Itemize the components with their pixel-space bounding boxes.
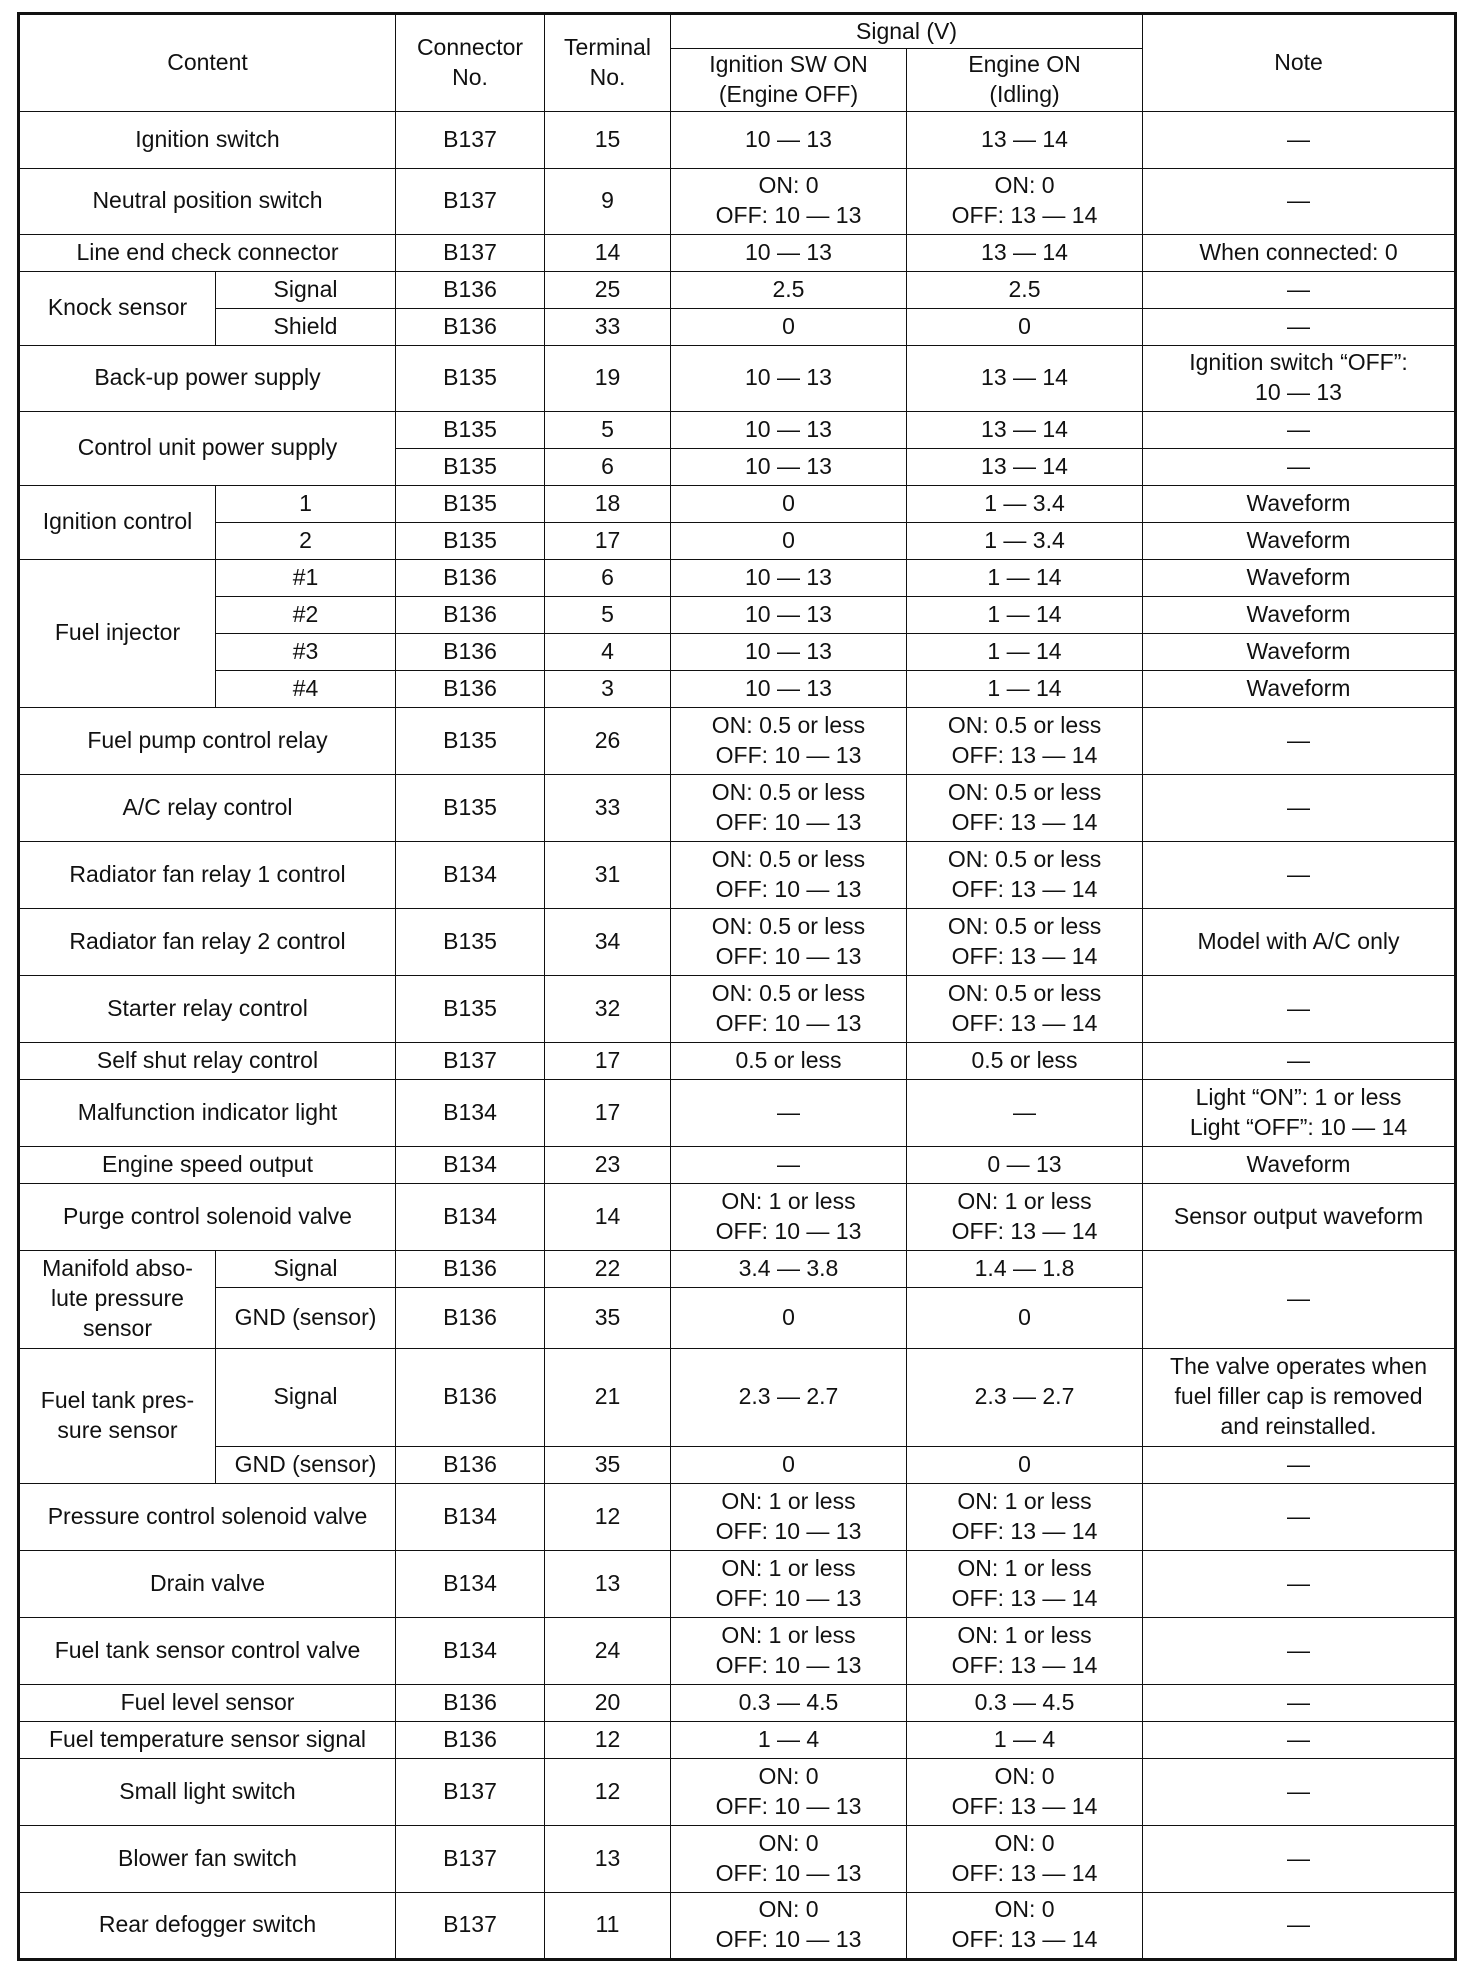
row-note: — bbox=[1143, 1721, 1456, 1758]
table-row bbox=[19, 485, 1456, 522]
row-signal-engine-on: ON: 1 or less OFF: 13 — 14 bbox=[907, 1483, 1143, 1550]
row-subitem: Signal bbox=[216, 1348, 396, 1446]
row-signal-engine-on: 2.5 bbox=[907, 271, 1143, 308]
table-row bbox=[19, 111, 1456, 168]
table-body bbox=[19, 111, 1456, 1959]
row-connector-no: B136 bbox=[396, 1287, 545, 1348]
row-note: — bbox=[1143, 975, 1456, 1042]
row-terminal-no: 21 bbox=[545, 1348, 671, 1446]
row-note: Ignition switch “OFF”: 10 — 13 bbox=[1143, 345, 1456, 411]
table-row bbox=[19, 633, 1456, 670]
table-row bbox=[19, 1079, 1456, 1146]
header-terminal-no: Terminal No. bbox=[545, 14, 671, 112]
row-signal-engine-on: 1.4 — 1.8 bbox=[907, 1250, 1143, 1287]
row-signal-ignition-on: ON: 0.5 or less OFF: 10 — 13 bbox=[671, 707, 907, 774]
row-signal-engine-on: 0.3 — 4.5 bbox=[907, 1684, 1143, 1721]
row-connector-no: B134 bbox=[396, 841, 545, 908]
header-content: Content bbox=[19, 14, 396, 112]
row-note: — bbox=[1143, 774, 1456, 841]
row-note: — bbox=[1143, 707, 1456, 774]
header-signal: Signal (V) bbox=[671, 14, 1143, 49]
row-signal-ignition-on: 10 — 13 bbox=[671, 234, 907, 271]
row-note: Waveform bbox=[1143, 522, 1456, 559]
table-row bbox=[19, 1348, 1456, 1446]
row-signal-ignition-on: ON: 0 OFF: 10 — 13 bbox=[671, 1758, 907, 1825]
row-terminal-no: 17 bbox=[545, 522, 671, 559]
row-signal-engine-on: 2.3 — 2.7 bbox=[907, 1348, 1143, 1446]
row-note: — bbox=[1143, 1684, 1456, 1721]
row-content: Engine speed output bbox=[19, 1146, 396, 1183]
row-connector-no: B134 bbox=[396, 1079, 545, 1146]
row-connector-no: B136 bbox=[396, 670, 545, 707]
row-terminal-no: 18 bbox=[545, 485, 671, 522]
row-terminal-no: 5 bbox=[545, 596, 671, 633]
row-terminal-no: 9 bbox=[545, 168, 671, 234]
row-note: — bbox=[1143, 411, 1456, 448]
row-signal-engine-on: ON: 0.5 or less OFF: 13 — 14 bbox=[907, 908, 1143, 975]
row-signal-ignition-on: ON: 0 OFF: 10 — 13 bbox=[671, 1892, 907, 1959]
row-signal-ignition-on: 0 bbox=[671, 522, 907, 559]
table-row bbox=[19, 596, 1456, 633]
row-connector-no: B136 bbox=[396, 308, 545, 345]
row-signal-ignition-on: 0 bbox=[671, 485, 907, 522]
row-signal-engine-on: 0 — 13 bbox=[907, 1146, 1143, 1183]
row-note: — bbox=[1143, 308, 1456, 345]
row-terminal-no: 12 bbox=[545, 1483, 671, 1550]
row-note: — bbox=[1143, 271, 1456, 308]
row-subitem: 2 bbox=[216, 522, 396, 559]
row-signal-ignition-on: — bbox=[671, 1079, 907, 1146]
row-signal-engine-on: ON: 0.5 or less OFF: 13 — 14 bbox=[907, 774, 1143, 841]
table-row bbox=[19, 1825, 1456, 1892]
row-connector-no: B135 bbox=[396, 448, 545, 485]
row-connector-no: B136 bbox=[396, 271, 545, 308]
table-row bbox=[19, 345, 1456, 411]
row-signal-engine-on: ON: 0 OFF: 13 — 14 bbox=[907, 1825, 1143, 1892]
row-signal-engine-on: 13 — 14 bbox=[907, 234, 1143, 271]
row-content-group: Fuel injector bbox=[19, 559, 216, 707]
row-terminal-no: 3 bbox=[545, 670, 671, 707]
row-connector-no: B136 bbox=[396, 1684, 545, 1721]
table-row bbox=[19, 168, 1456, 234]
row-subitem: #4 bbox=[216, 670, 396, 707]
row-content: Fuel temperature sensor signal bbox=[19, 1721, 396, 1758]
header-engine-on: Engine ON (Idling) bbox=[907, 49, 1143, 112]
row-signal-engine-on: 0 bbox=[907, 308, 1143, 345]
row-terminal-no: 23 bbox=[545, 1146, 671, 1183]
row-note: — bbox=[1143, 1483, 1456, 1550]
row-connector-no: B136 bbox=[396, 1250, 545, 1287]
row-signal-engine-on: ON: 1 or less OFF: 13 — 14 bbox=[907, 1183, 1143, 1250]
row-terminal-no: 14 bbox=[545, 1183, 671, 1250]
table-row bbox=[19, 1146, 1456, 1183]
row-note: Waveform bbox=[1143, 1146, 1456, 1183]
row-connector-no: B137 bbox=[396, 234, 545, 271]
row-subitem: Signal bbox=[216, 1250, 396, 1287]
row-terminal-no: 33 bbox=[545, 774, 671, 841]
row-content: Rear defogger switch bbox=[19, 1892, 396, 1959]
row-signal-ignition-on: ON: 1 or less OFF: 10 — 13 bbox=[671, 1483, 907, 1550]
row-content-group: Knock sensor bbox=[19, 271, 216, 345]
row-signal-ignition-on: ON: 0.5 or less OFF: 10 — 13 bbox=[671, 841, 907, 908]
row-signal-engine-on: 1 — 3.4 bbox=[907, 485, 1143, 522]
row-note: — bbox=[1143, 1042, 1456, 1079]
row-signal-ignition-on: ON: 0 OFF: 10 — 13 bbox=[671, 1825, 907, 1892]
row-connector-no: B137 bbox=[396, 1758, 545, 1825]
row-signal-engine-on: 0.5 or less bbox=[907, 1042, 1143, 1079]
row-signal-engine-on: 1 — 14 bbox=[907, 559, 1143, 596]
table-row bbox=[19, 1446, 1456, 1483]
row-signal-engine-on: 13 — 14 bbox=[907, 448, 1143, 485]
row-connector-no: B137 bbox=[396, 111, 545, 168]
row-signal-ignition-on: ON: 0 OFF: 10 — 13 bbox=[671, 168, 907, 234]
row-content: A/C relay control bbox=[19, 774, 396, 841]
table-row bbox=[19, 559, 1456, 596]
row-signal-engine-on: 13 — 14 bbox=[907, 411, 1143, 448]
row-terminal-no: 35 bbox=[545, 1287, 671, 1348]
row-subitem: Shield bbox=[216, 308, 396, 345]
row-subitem: #2 bbox=[216, 596, 396, 633]
row-terminal-no: 24 bbox=[545, 1617, 671, 1684]
row-terminal-no: 5 bbox=[545, 411, 671, 448]
row-connector-no: B137 bbox=[396, 1892, 545, 1959]
row-signal-engine-on: 1 — 14 bbox=[907, 596, 1143, 633]
row-content: Blower fan switch bbox=[19, 1825, 396, 1892]
header-note: Note bbox=[1143, 14, 1456, 112]
row-connector-no: B135 bbox=[396, 522, 545, 559]
table-row bbox=[19, 1617, 1456, 1684]
row-signal-ignition-on: 0 bbox=[671, 1446, 907, 1483]
row-content-group: Fuel tank pres- sure sensor bbox=[19, 1348, 216, 1483]
table-row bbox=[19, 1721, 1456, 1758]
row-content: Pressure control solenoid valve bbox=[19, 1483, 396, 1550]
row-connector-no: B134 bbox=[396, 1183, 545, 1250]
row-terminal-no: 17 bbox=[545, 1042, 671, 1079]
table-row bbox=[19, 1042, 1456, 1079]
row-terminal-no: 13 bbox=[545, 1825, 671, 1892]
row-terminal-no: 34 bbox=[545, 908, 671, 975]
row-signal-engine-on: 13 — 14 bbox=[907, 345, 1143, 411]
row-connector-no: B136 bbox=[396, 559, 545, 596]
header-ignition-sw-on: Ignition SW ON (Engine OFF) bbox=[671, 49, 907, 112]
row-signal-engine-on: ON: 0.5 or less OFF: 13 — 14 bbox=[907, 975, 1143, 1042]
row-signal-engine-on: ON: 1 or less OFF: 13 — 14 bbox=[907, 1550, 1143, 1617]
row-signal-ignition-on: 0 bbox=[671, 308, 907, 345]
row-connector-no: B134 bbox=[396, 1483, 545, 1550]
signal-table-container bbox=[17, 12, 1457, 1961]
table-row bbox=[19, 308, 1456, 345]
row-terminal-no: 15 bbox=[545, 111, 671, 168]
row-signal-engine-on: ON: 0.5 or less OFF: 13 — 14 bbox=[907, 841, 1143, 908]
row-signal-engine-on: 13 — 14 bbox=[907, 111, 1143, 168]
row-terminal-no: 19 bbox=[545, 345, 671, 411]
row-signal-ignition-on: — bbox=[671, 1146, 907, 1183]
row-subitem: #1 bbox=[216, 559, 396, 596]
row-content: Fuel tank sensor control valve bbox=[19, 1617, 396, 1684]
row-content: Radiator fan relay 1 control bbox=[19, 841, 396, 908]
row-content: Drain valve bbox=[19, 1550, 396, 1617]
row-signal-ignition-on: ON: 1 or less OFF: 10 — 13 bbox=[671, 1617, 907, 1684]
row-terminal-no: 13 bbox=[545, 1550, 671, 1617]
row-note: Sensor output waveform bbox=[1143, 1183, 1456, 1250]
row-content: Back-up power supply bbox=[19, 345, 396, 411]
row-terminal-no: 17 bbox=[545, 1079, 671, 1146]
row-note: — bbox=[1143, 1825, 1456, 1892]
ecm-terminal-signal-table bbox=[17, 12, 1457, 1961]
row-note: — bbox=[1143, 1250, 1456, 1348]
row-subitem: #3 bbox=[216, 633, 396, 670]
table-row bbox=[19, 975, 1456, 1042]
row-terminal-no: 6 bbox=[545, 559, 671, 596]
row-connector-no: B137 bbox=[396, 1825, 545, 1892]
row-signal-engine-on: — bbox=[907, 1079, 1143, 1146]
table-row bbox=[19, 1483, 1456, 1550]
row-content: Fuel level sensor bbox=[19, 1684, 396, 1721]
row-note: — bbox=[1143, 841, 1456, 908]
row-connector-no: B136 bbox=[396, 1348, 545, 1446]
row-content: Ignition switch bbox=[19, 111, 396, 168]
row-signal-ignition-on: 10 — 13 bbox=[671, 633, 907, 670]
row-signal-ignition-on: 10 — 13 bbox=[671, 411, 907, 448]
row-connector-no: B134 bbox=[396, 1550, 545, 1617]
row-signal-engine-on: 1 — 14 bbox=[907, 633, 1143, 670]
row-connector-no: B135 bbox=[396, 411, 545, 448]
row-signal-ignition-on: ON: 0.5 or less OFF: 10 — 13 bbox=[671, 975, 907, 1042]
table-row bbox=[19, 522, 1456, 559]
row-connector-no: B135 bbox=[396, 707, 545, 774]
row-note: — bbox=[1143, 1892, 1456, 1959]
row-signal-ignition-on: 10 — 13 bbox=[671, 559, 907, 596]
row-connector-no: B135 bbox=[396, 345, 545, 411]
row-note: — bbox=[1143, 168, 1456, 234]
row-signal-engine-on: 0 bbox=[907, 1446, 1143, 1483]
row-note: When connected: 0 bbox=[1143, 234, 1456, 271]
row-signal-engine-on: 1 — 14 bbox=[907, 670, 1143, 707]
table-row bbox=[19, 1250, 1456, 1287]
row-content: Neutral position switch bbox=[19, 168, 396, 234]
row-signal-engine-on: 1 — 3.4 bbox=[907, 522, 1143, 559]
row-signal-engine-on: ON: 0 OFF: 13 — 14 bbox=[907, 1758, 1143, 1825]
row-connector-no: B135 bbox=[396, 774, 545, 841]
row-terminal-no: 6 bbox=[545, 448, 671, 485]
row-content: Fuel pump control relay bbox=[19, 707, 396, 774]
row-signal-ignition-on: 2.3 — 2.7 bbox=[671, 1348, 907, 1446]
row-note: Waveform bbox=[1143, 633, 1456, 670]
table-row bbox=[19, 1758, 1456, 1825]
row-connector-no: B136 bbox=[396, 1446, 545, 1483]
row-signal-engine-on: 1 — 4 bbox=[907, 1721, 1143, 1758]
table-row bbox=[19, 841, 1456, 908]
row-signal-ignition-on: 2.5 bbox=[671, 271, 907, 308]
row-terminal-no: 35 bbox=[545, 1446, 671, 1483]
table-row bbox=[19, 774, 1456, 841]
row-signal-ignition-on: ON: 0.5 or less OFF: 10 — 13 bbox=[671, 908, 907, 975]
row-note: Waveform bbox=[1143, 596, 1456, 633]
row-content: Radiator fan relay 2 control bbox=[19, 908, 396, 975]
row-signal-ignition-on: 10 — 13 bbox=[671, 345, 907, 411]
row-connector-no: B135 bbox=[396, 908, 545, 975]
header-connector-no: Connector No. bbox=[396, 14, 545, 112]
row-subitem: 1 bbox=[216, 485, 396, 522]
row-content: Control unit power supply bbox=[19, 411, 396, 485]
table-row bbox=[19, 1684, 1456, 1721]
row-terminal-no: 20 bbox=[545, 1684, 671, 1721]
table-row bbox=[19, 1550, 1456, 1617]
row-content: Line end check connector bbox=[19, 234, 396, 271]
row-note: Waveform bbox=[1143, 559, 1456, 596]
row-subitem: GND (sensor) bbox=[216, 1446, 396, 1483]
row-content: Small light switch bbox=[19, 1758, 396, 1825]
row-signal-ignition-on: 10 — 13 bbox=[671, 448, 907, 485]
row-connector-no: B136 bbox=[396, 596, 545, 633]
row-terminal-no: 33 bbox=[545, 308, 671, 345]
row-signal-engine-on: ON: 1 or less OFF: 13 — 14 bbox=[907, 1617, 1143, 1684]
row-connector-no: B134 bbox=[396, 1146, 545, 1183]
row-signal-ignition-on: 1 — 4 bbox=[671, 1721, 907, 1758]
row-signal-engine-on: ON: 0 OFF: 13 — 14 bbox=[907, 168, 1143, 234]
row-signal-ignition-on: 10 — 13 bbox=[671, 596, 907, 633]
row-terminal-no: 14 bbox=[545, 234, 671, 271]
table-row bbox=[19, 234, 1456, 271]
row-note: — bbox=[1143, 1446, 1456, 1483]
row-note: — bbox=[1143, 1550, 1456, 1617]
row-note: The valve operates when fuel filler cap is removed and reinstalled. bbox=[1143, 1348, 1456, 1446]
row-terminal-no: 31 bbox=[545, 841, 671, 908]
row-note: Light “ON”: 1 or less Light “OFF”: 10 — 14 bbox=[1143, 1079, 1456, 1146]
row-signal-ignition-on: ON: 0.5 or less OFF: 10 — 13 bbox=[671, 774, 907, 841]
row-connector-no: B135 bbox=[396, 975, 545, 1042]
row-signal-ignition-on: ON: 1 or less OFF: 10 — 13 bbox=[671, 1183, 907, 1250]
row-signal-engine-on: ON: 0.5 or less OFF: 13 — 14 bbox=[907, 707, 1143, 774]
row-content: Starter relay control bbox=[19, 975, 396, 1042]
row-signal-ignition-on: 10 — 13 bbox=[671, 670, 907, 707]
table-row bbox=[19, 670, 1456, 707]
row-signal-ignition-on: 10 — 13 bbox=[671, 111, 907, 168]
row-signal-ignition-on: ON: 1 or less OFF: 10 — 13 bbox=[671, 1550, 907, 1617]
row-connector-no: B136 bbox=[396, 1721, 545, 1758]
row-subitem: GND (sensor) bbox=[216, 1287, 396, 1348]
row-content: Malfunction indicator light bbox=[19, 1079, 396, 1146]
row-signal-ignition-on: 0 bbox=[671, 1287, 907, 1348]
row-note: — bbox=[1143, 448, 1456, 485]
row-signal-engine-on: 0 bbox=[907, 1287, 1143, 1348]
row-terminal-no: 26 bbox=[545, 707, 671, 774]
row-connector-no: B137 bbox=[396, 168, 545, 234]
table-row bbox=[19, 707, 1456, 774]
row-connector-no: B137 bbox=[396, 1042, 545, 1079]
row-signal-engine-on: ON: 0 OFF: 13 — 14 bbox=[907, 1892, 1143, 1959]
row-content: Purge control solenoid valve bbox=[19, 1183, 396, 1250]
row-note: Model with A/C only bbox=[1143, 908, 1456, 975]
row-note: — bbox=[1143, 111, 1456, 168]
row-content-group: Ignition control bbox=[19, 485, 216, 559]
row-note: — bbox=[1143, 1617, 1456, 1684]
table-row bbox=[19, 411, 1456, 448]
row-subitem: Signal bbox=[216, 271, 396, 308]
row-terminal-no: 25 bbox=[545, 271, 671, 308]
table-row bbox=[19, 1183, 1456, 1250]
row-terminal-no: 11 bbox=[545, 1892, 671, 1959]
row-content-group: Manifold abso- lute pressure sensor bbox=[19, 1250, 216, 1348]
table-row bbox=[19, 1892, 1456, 1959]
row-signal-ignition-on: 0.5 or less bbox=[671, 1042, 907, 1079]
row-note: — bbox=[1143, 1758, 1456, 1825]
row-connector-no: B134 bbox=[396, 1617, 545, 1684]
row-connector-no: B135 bbox=[396, 485, 545, 522]
row-terminal-no: 22 bbox=[545, 1250, 671, 1287]
row-content: Self shut relay control bbox=[19, 1042, 396, 1079]
table-row bbox=[19, 271, 1456, 308]
row-note: Waveform bbox=[1143, 485, 1456, 522]
row-terminal-no: 12 bbox=[545, 1721, 671, 1758]
row-terminal-no: 32 bbox=[545, 975, 671, 1042]
row-terminal-no: 4 bbox=[545, 633, 671, 670]
row-note: Waveform bbox=[1143, 670, 1456, 707]
row-signal-ignition-on: 0.3 — 4.5 bbox=[671, 1684, 907, 1721]
row-signal-ignition-on: 3.4 — 3.8 bbox=[671, 1250, 907, 1287]
row-terminal-no: 12 bbox=[545, 1758, 671, 1825]
table-row bbox=[19, 908, 1456, 975]
row-connector-no: B136 bbox=[396, 633, 545, 670]
